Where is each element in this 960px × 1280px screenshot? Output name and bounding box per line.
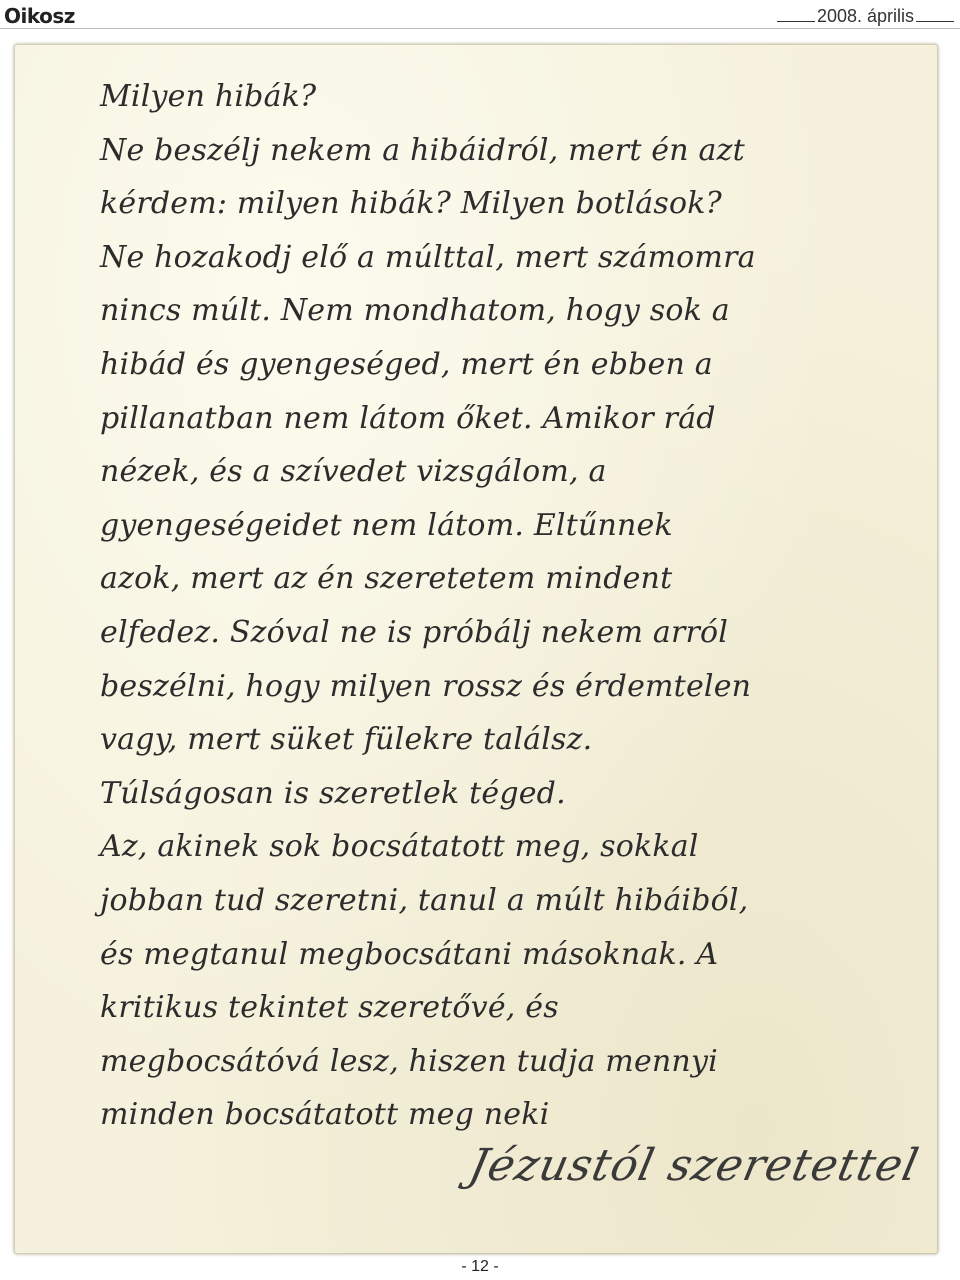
letter-body [100,70,880,1142]
letter-line: beszélni, hogy milyen rossz és érdemtelen [100,668,752,704]
page-number: - 12 - [461,1258,499,1275]
letter-line: hibád és gyengeséged, mert én ebben a [100,346,713,382]
issue-date-text: 2008. április [816,6,914,26]
letter-line: nincs múlt. Nem mondhatom, hogy sok a [100,293,730,329]
letter-line: minden bocsátatott meg neki [100,1097,550,1133]
letter-line: Túlságosan is szeretlek téged. [100,775,566,811]
letter-line: vagy, mert süket fülekre találsz. [100,722,593,758]
letter-line: Az, akinek sok bocsátatott meg, sokkal [100,829,699,865]
date-rule-left [777,20,815,22]
letter-line: megbocsátóvá lesz, hiszen tudja mennyi [100,1043,718,1079]
date-rule-right [916,20,954,22]
letter-line: Milyen hibák? [100,79,317,114]
page-header [0,0,960,30]
header-divider [0,28,960,29]
letter-line: Ne hozakodj elő a múlttal, mert számomra [100,239,756,275]
letter-line: nézek, és a szívedet vizsgálom, a [100,454,607,490]
letter-line: pillanatban nem látom őket. Amikor rád [100,400,716,436]
letter-line: kérdem: milyen hibák? Milyen botlások? [100,186,722,222]
letter-line: elfedez. Szóval ne is próbálj nekem arról [100,614,729,650]
brand-name: Oikosz [4,4,75,28]
letter-line: azok, mert az én szeretetem mindent [100,561,673,597]
letter-line: Ne beszélj nekem a hibáidról, mert én azt [100,132,745,168]
issue-date [775,6,956,27]
letter-line: gyengeségeidet nem látom. Eltűnnek [100,507,673,543]
letter-line: és megtanul megbocsátani másoknak. A [100,936,719,972]
letter-line: kritikus tekintet szeretővé, és [100,990,559,1026]
letter-line: jobban tud szeretni, tanul a múlt hibáiból, [100,882,749,918]
letter-signature: Jézustól szeretettel [464,1140,924,1191]
